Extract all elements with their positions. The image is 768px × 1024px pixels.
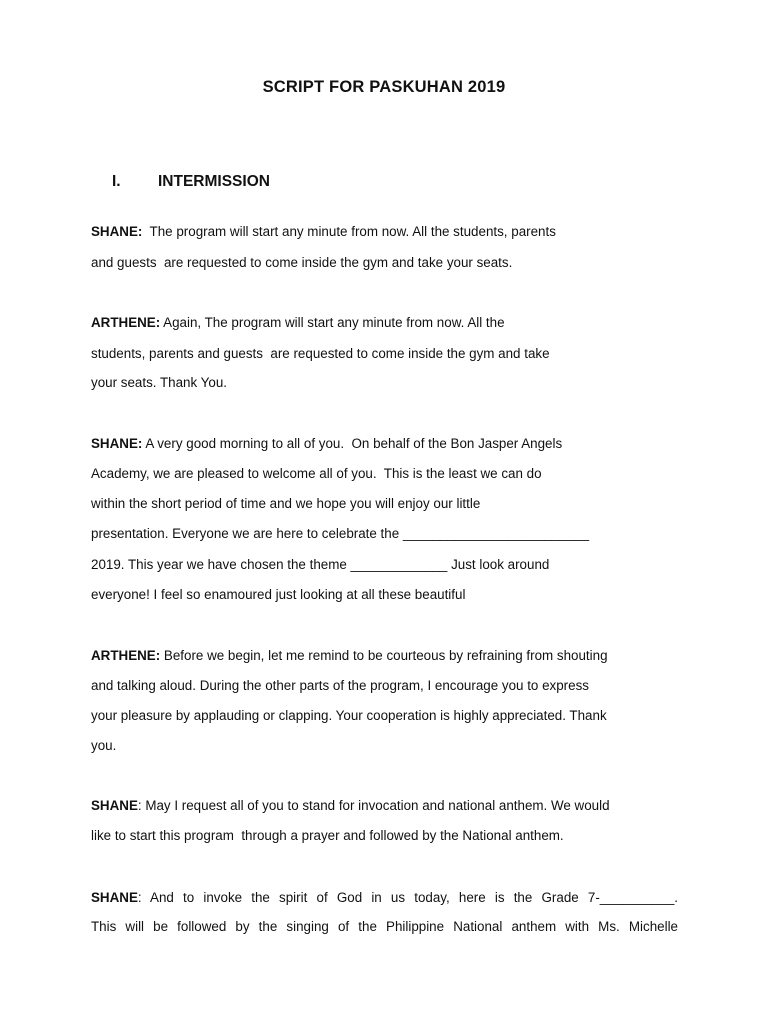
- line-text: your seats. Thank You.: [91, 375, 227, 390]
- section-number: I.: [112, 173, 121, 190]
- speaker-name: ARTHENE:: [91, 315, 161, 330]
- script-line: [91, 465, 542, 483]
- document-title: SCRIPT FOR PASKUHAN 2019: [262, 78, 506, 96]
- script-line: [91, 345, 550, 363]
- line-text: Academy, we are pleased to welcome all of you. This is the least we can do: [91, 466, 542, 481]
- script-line: [91, 918, 678, 936]
- line-text: you.: [91, 738, 117, 753]
- line-text: : And to invoke the spirit of God in us today, here is the Grade 7-__________.: [137, 890, 678, 905]
- script-line: [91, 827, 564, 845]
- script-line: [91, 586, 465, 604]
- script-line: [91, 647, 608, 665]
- speaker-name: SHANE:: [91, 436, 143, 451]
- speaker-name: ARTHENE:: [91, 648, 161, 663]
- line-text: like to start this program through a prayer and followed by the National anthem.: [91, 828, 564, 843]
- speaker-name: SHANE: [91, 890, 138, 905]
- script-line: [91, 707, 607, 725]
- speaker-name: SHANE:: [91, 224, 143, 239]
- speaker-name: SHANE: [91, 798, 138, 813]
- script-line: [91, 374, 227, 392]
- section-title: INTERMISSION: [158, 173, 270, 190]
- section-heading: [112, 173, 270, 191]
- line-text: Before we begin, let me remind to be courteous by refraining from shouting: [160, 648, 608, 663]
- script-line: [91, 254, 512, 272]
- script-line: [91, 314, 505, 332]
- line-text: students, parents and guests are requested to come inside the gym and take: [91, 346, 550, 361]
- line-text: and guests are requested to come inside the gym and take your seats.: [91, 255, 513, 270]
- script-line: [91, 677, 589, 695]
- line-text: presentation. Everyone we are here to celebrate the _________________________: [91, 526, 590, 541]
- line-text: within the short period of time and we hope you will enjoy our little: [91, 496, 481, 511]
- script-line: [91, 889, 678, 907]
- script-line: [91, 737, 116, 755]
- script-line: [91, 435, 562, 453]
- script-line: [91, 495, 480, 513]
- line-text: your pleasure by applauding or clapping. Your cooperation is highly appreciated. Thank: [91, 708, 607, 723]
- line-text: : May I request all of you to stand for invocation and national anthem. We would: [137, 798, 610, 813]
- script-line: [91, 525, 589, 543]
- line-text: Again, The program will start any minute from now. All the: [160, 315, 505, 330]
- line-text: 2019. This year we have chosen the theme _____________ Just look around: [91, 557, 550, 572]
- script-line: [91, 556, 549, 574]
- script-line: [91, 797, 610, 815]
- line-text: everyone! I feel so enamoured just looking at all these beautiful: [91, 587, 466, 602]
- line-text: and talking aloud. During the other parts of the program, I encourage you to express: [91, 678, 589, 693]
- script-line: [91, 223, 556, 241]
- line-text: A very good morning to all of you. On behalf of the Bon Jasper Angels: [142, 436, 563, 451]
- line-text: This will be followed by the singing of the Philippine National anthem with Ms. Michelle: [91, 919, 678, 934]
- line-text: The program will start any minute from now. All the students, parents: [142, 224, 556, 239]
